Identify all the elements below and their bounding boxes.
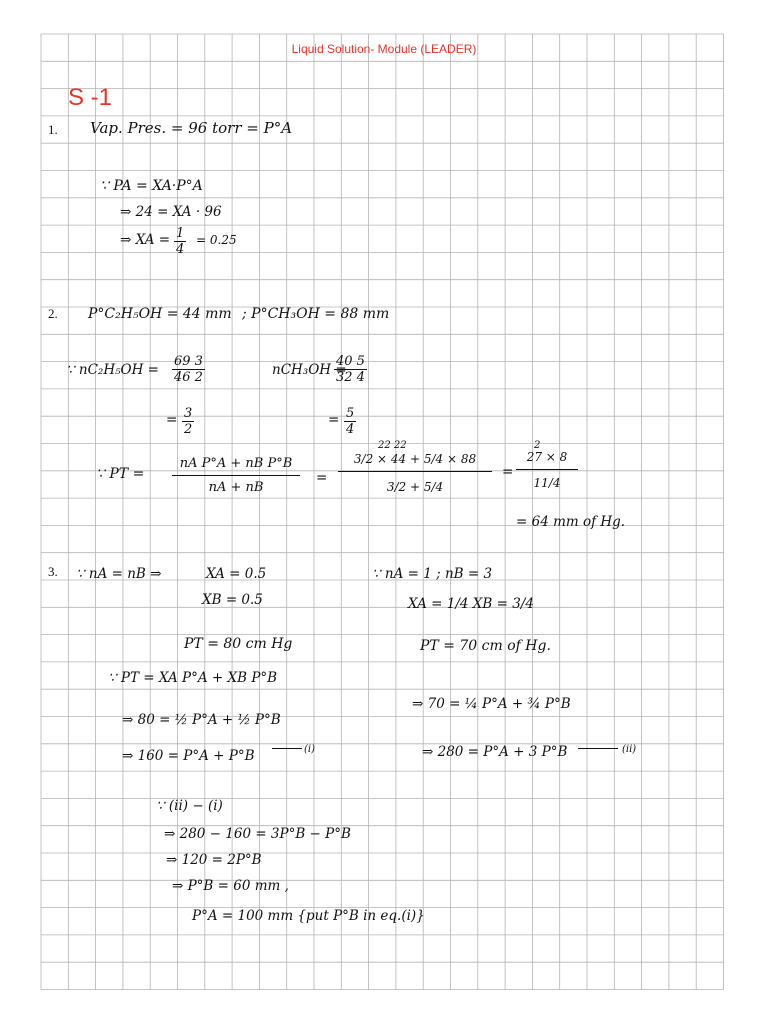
q2-eq-2: = — [502, 464, 514, 480]
q2-n1-num: 69 3 — [174, 354, 203, 369]
page-header: Liquid Solution- Module (LEADER) — [291, 42, 477, 56]
q2-eq-1: = — [316, 470, 328, 486]
q2-mid-fraction — [338, 452, 492, 495]
q2-n1-den: 46 2 — [174, 370, 203, 385]
q2-r1-num: 3 — [184, 406, 193, 421]
q3-a5: ∵ PT = XA P°A + XB P°B — [108, 670, 278, 686]
q3-a7-tag: (i) — [304, 744, 316, 755]
q3-b3: PT = 70 cm of Hg. — [420, 638, 551, 654]
q2-n2-num: 40 5 — [336, 354, 365, 369]
q3-c1: ∵ (ii) − (i) — [156, 798, 223, 814]
q2-line-1b: ; P°CH₃OH = 88 mm — [242, 306, 390, 322]
q3-b2: XA = 1/4 XB = 3/4 — [408, 596, 534, 612]
q3-c2: ⇒ 280 − 160 = 3P°B − P°B — [164, 826, 351, 842]
q3-number: 3. — [48, 564, 58, 579]
q2-n1-fraction — [172, 354, 205, 385]
section-label: S -1 — [68, 84, 113, 111]
q3-b5-tag: (ii) — [622, 744, 637, 755]
q1-line-4-end: = 0.25 — [196, 233, 237, 247]
q3-b4: ⇒ 70 = ¼ P°A + ¾ P°B — [412, 696, 571, 712]
q2-right-den: 11/4 — [533, 476, 561, 490]
q3-b5: ⇒ 280 = P°A + 3 P°B — [422, 744, 568, 760]
q3-a4: PT = 80 cm Hg — [184, 636, 293, 652]
q2-r2-eq: = — [328, 412, 340, 428]
q2-pt-num: nA P°A + nB P°B — [172, 456, 300, 476]
q1-line-2: ∵ PA = XA·P°A — [100, 178, 203, 194]
q1-fraction — [174, 226, 186, 257]
q3-a2: XA = 0.5 — [206, 566, 267, 582]
q2-n2-den: 32 4 — [336, 370, 365, 385]
q1-line-4: ⇒ XA = — [120, 232, 171, 248]
q3-c4: ⇒ P°B = 60 mm , — [172, 878, 289, 894]
q1-line-1: Vap. Pres. = 96 torr = P°A — [90, 119, 293, 137]
q2-r1-den: 2 — [184, 422, 193, 437]
q2-mid-num: 3/2 × 44 + 5/4 × 88 — [338, 452, 492, 472]
q2-right-num: 27 × 8 — [516, 450, 578, 470]
q2-pt-fraction — [172, 456, 300, 495]
q2-line-1a: P°C₂H₅OH = 44 mm — [88, 306, 232, 322]
q2-mid-top-marks: 22 22 — [378, 440, 407, 451]
q3-c5: P°A = 100 mm {put P°B in eq.(i)} — [192, 908, 425, 924]
q2-r2-fraction — [344, 406, 356, 437]
q1-number: 1. — [48, 122, 58, 137]
q2-r2-num: 5 — [346, 406, 355, 421]
q2-n2-fraction — [334, 354, 367, 385]
q2-n2-label: nCH₃OH = — [272, 362, 347, 378]
q3-a3: XB = 0.5 — [202, 592, 263, 608]
q2-r2-den: 4 — [346, 422, 355, 437]
q2-pt-den: nA + nB — [208, 480, 264, 495]
q3-c3: ⇒ 120 = 2P°B — [166, 852, 262, 868]
q3-b1: ∵ nA = 1 ; nB = 3 — [372, 566, 493, 582]
q2-result: = 64 mm of Hg. — [516, 514, 626, 530]
q1-line-3: ⇒ 24 = XA · 96 — [120, 204, 222, 220]
q2-pt-label: ∵ PT = — [96, 466, 145, 482]
q2-mid-den: 3/2 + 5/4 — [386, 480, 444, 494]
q1-fraction-den: 4 — [176, 242, 185, 257]
q2-right-mark: 2 — [534, 440, 541, 451]
q2-n1-label: ∵ nC₂H₅OH = — [66, 362, 159, 378]
q3-b5-dash — [578, 748, 618, 749]
q1-fraction-num: 1 — [176, 226, 185, 241]
q3-a1: ∵ nA = nB ⇒ — [76, 566, 162, 582]
q3-a7: ⇒ 160 = P°A + P°B — [122, 748, 255, 764]
q2-r1-eq: = — [166, 412, 178, 428]
q3-a6: ⇒ 80 = ½ P°A + ½ P°B — [122, 712, 281, 728]
q2-number: 2. — [48, 306, 58, 321]
q3-a7-dash — [272, 748, 302, 749]
q2-right-fraction — [516, 450, 578, 491]
q2-r1-fraction — [182, 406, 194, 437]
